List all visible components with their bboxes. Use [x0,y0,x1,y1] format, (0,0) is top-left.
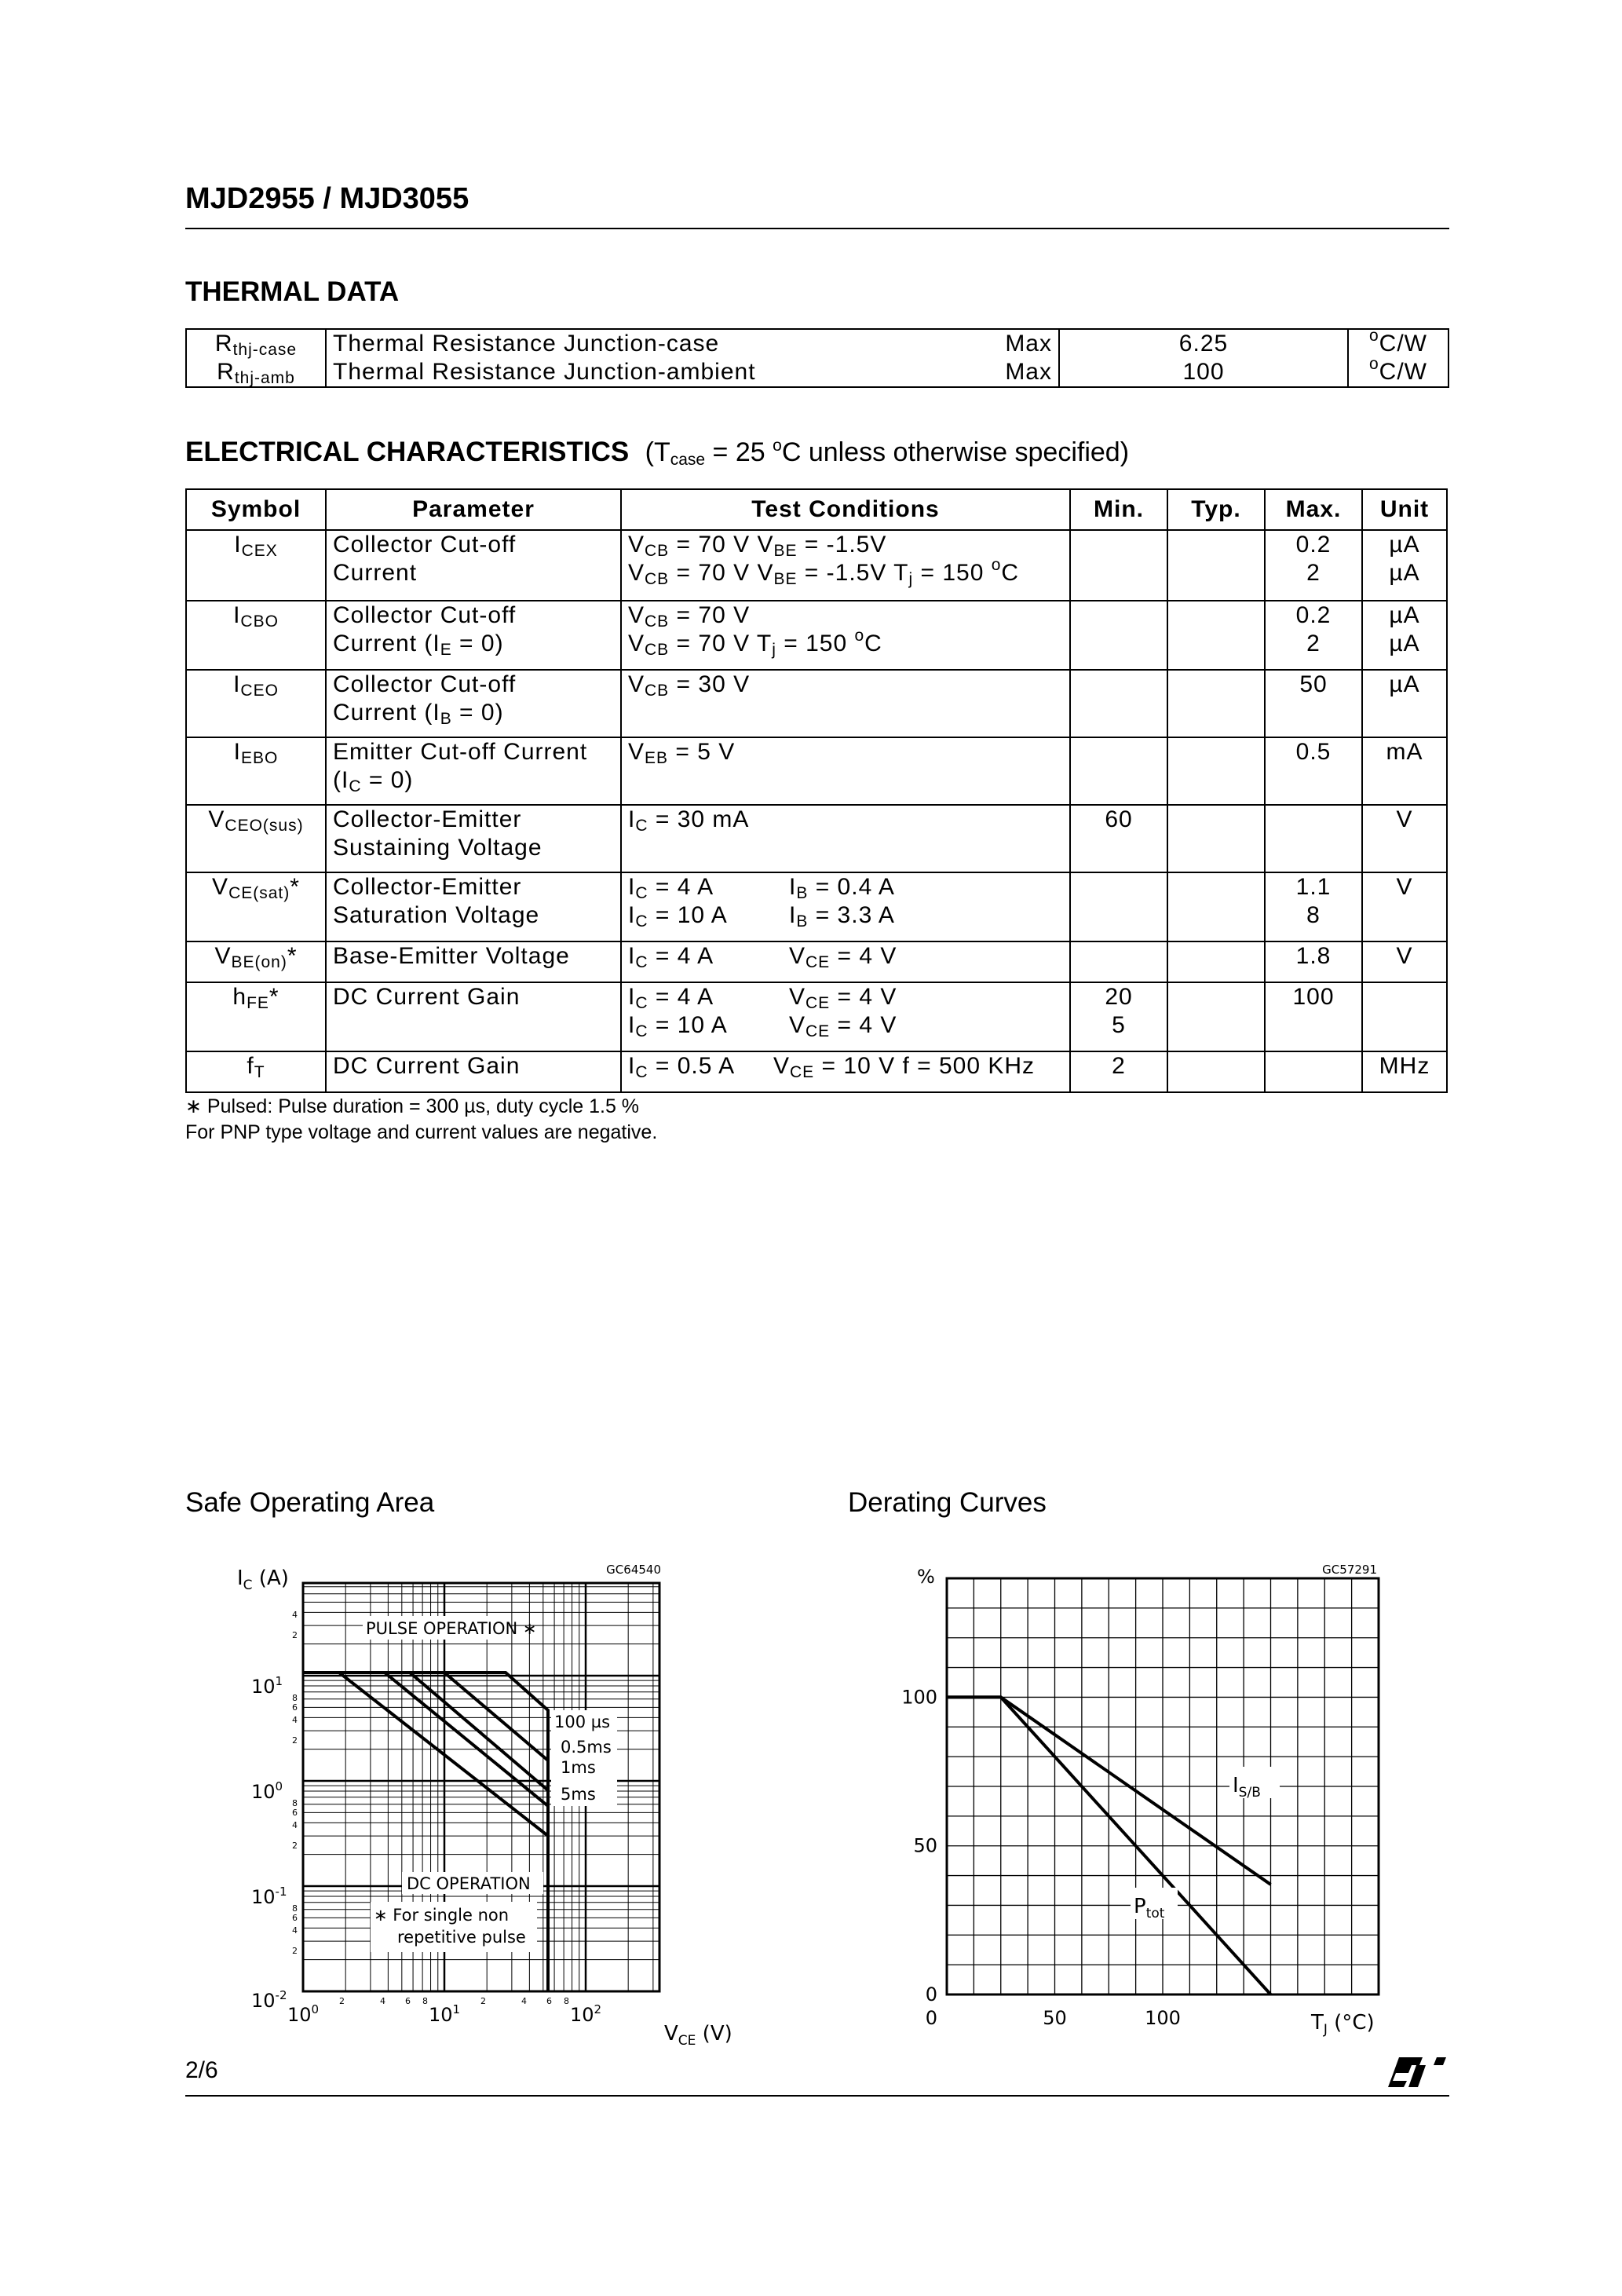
x-minor-label: 8 [422,1996,428,2006]
unit-cell: mA [1362,737,1447,805]
unit-cell: V [1362,872,1447,941]
test-cell: $I_C = 4$ A $V_{CE} = 4$ V [621,941,1070,982]
thermal-value: 100 [1182,359,1225,385]
min-cell: 2 [1070,1051,1167,1092]
parameter-cell: Collector-Emitter Saturation Voltage [326,872,621,941]
elec-condition: ($T_{case} = 25$ $^o$C unless otherwise specified) [645,437,1130,469]
ptot-label: $P_{tot}$ [1134,1895,1165,1921]
table-header-row [186,489,1447,530]
symbol-cell: $f_T$ [186,1051,326,1092]
col-unit: Unit [1362,489,1447,530]
col-symbol: Symbol [186,489,326,530]
y-minor-label: 2 [292,1841,298,1851]
derating-chart [887,1555,1405,2057]
unit-cell: V [1362,805,1447,872]
symbol-cell: $I_{CEO}$ [186,670,326,737]
y-minor-label: 8 [292,1903,298,1914]
x-minor-label: 6 [405,1996,411,2006]
thermal-param-cell [326,329,991,387]
test-cell: $I_C = 4$ A $I_B = 0.4$ A $I_C = 10$ A $I_B = 3.3$ A [621,872,1070,941]
col-min: Min. [1070,489,1167,530]
y-minor-label: 4 [292,1925,298,1936]
y-minor-label: 2 [292,1630,298,1640]
thermal-max-label: Max [1005,331,1052,356]
unit-degree: o [1368,327,1379,345]
curve-label-5ms: 5ms [561,1785,596,1804]
derating-caption: Derating Curves [848,1487,1047,1518]
min-cell: 60 [1070,805,1167,872]
thermal-unit: C/W [1379,359,1427,385]
y-minor-label: 6 [292,1913,298,1923]
table-row [186,601,1447,670]
derating-ytick-label: 0 [925,1983,937,2005]
thermal-symbol-sub: thj-case [232,341,298,359]
max-cell: 0.5 [1265,737,1362,805]
isb-label: $I_{S/B}$ [1233,1774,1261,1801]
thermal-table [185,328,1449,388]
soa-code: GC64540 [606,1563,661,1577]
derating-xlabel: $T_J$ (°C) [1311,2011,1375,2038]
table-row [186,941,1447,982]
elec-heading [185,437,1129,468]
parameter-cell: DC Current Gain [326,982,621,1051]
unit-cell: MHz [1362,1051,1447,1092]
min-cell [1070,737,1167,805]
curve-label-100us: 100 µs [554,1713,611,1731]
st-logo-icon [1388,2054,1451,2090]
pnp-note: For PNP type voltage and current values are negative. [185,1121,658,1143]
test-cell: $V_{CB} = 30$ V [621,670,1070,737]
derating-ticks [901,1686,1181,2029]
parameter-cell: Base-Emitter Voltage [326,941,621,982]
min-cell [1070,670,1167,737]
derating-origin-label: 0 [925,2007,937,2029]
soa-ylabel: $I_C$ (A) [237,1567,289,1593]
derating-ytick-label: 100 [901,1686,937,1709]
parameter-cell: Collector Cut-off Current $(I_E = 0)$ [326,601,621,670]
col-max: Max. [1265,489,1362,530]
table-row [186,329,1448,387]
x-minor-label: 2 [339,1996,345,2006]
thermal-param: Thermal Resistance Junction-case [333,331,720,356]
col-typ: Typ. [1167,489,1265,530]
typ-cell [1167,737,1265,805]
dc-operation-label: DC OPERATION [407,1874,531,1893]
table-row [186,670,1447,737]
thermal-max-label-cell [991,329,1059,387]
x-minor-label: 2 [480,1996,486,2006]
test-cell: $I_C = 30$ mA [621,805,1070,872]
thermal-max-label: Max [1005,359,1052,385]
y-minor-label: 8 [292,1798,298,1808]
page-number: 2/6 [185,2057,218,2083]
x-minor-label: 4 [521,1996,527,2006]
symbol-cell: $h_{FE}*$ [186,982,326,1051]
y-minor-label: 4 [292,1820,298,1830]
thermal-title: THERMAL DATA [185,276,400,307]
y-minor-label: 6 [292,1808,298,1818]
x-decade-label: $10^0$ [287,2002,320,2026]
max-cell: 0.2 2 [1265,530,1362,601]
min-cell [1070,941,1167,982]
max-cell: 1.1 8 [1265,872,1362,941]
min-cell [1070,530,1167,601]
y-minor-label: 2 [292,1946,298,1956]
y-minor-label: 4 [292,1610,298,1620]
test-cell: $V_{EB} = 5$ V [621,737,1070,805]
test-cell: $V_{CB} = 70$ V $V_{CB} = 70$ V $T_j = 150$ $^o$C [621,601,1070,670]
y-decade-label: $10^0$ [251,1779,283,1803]
col-parameter: Parameter [326,489,621,530]
typ-cell [1167,530,1265,601]
soa-curve-dc [303,1673,548,1836]
soa-xlabel: $V_{CE}$ (V) [664,2022,732,2049]
y-minor-label: 4 [292,1715,298,1725]
typ-cell [1167,601,1265,670]
curve-label-05ms: 0.5ms [561,1738,612,1757]
derating-ytick-label: 50 [913,1834,937,1857]
unit-cell: µA [1362,670,1447,737]
table-row [186,872,1447,941]
thermal-value-cell [1059,329,1348,387]
symbol-cell: $I_{EBO}$ [186,737,326,805]
derating-code: GC57291 [1322,1563,1377,1577]
test-cell: $I_C = 0.5$ A $V_{CE} = 10$ V f = 500 KHz [621,1051,1070,1092]
typ-cell [1167,1051,1265,1092]
typ-cell [1167,805,1265,872]
electrical-table [185,488,1448,1093]
y-decade-label: $10^{-1}$ [251,1885,287,1908]
y-minor-label: 6 [292,1702,298,1713]
symbol-cell: $V_{BE(on)}*$ [186,941,326,982]
typ-cell [1167,982,1265,1051]
parameter-cell: Emitter Cut-off Current $(I_C = 0)$ [326,737,621,805]
max-cell: 50 [1265,670,1362,737]
table-row [186,530,1447,601]
table-row [186,737,1447,805]
x-decade-label: $10^1$ [429,2002,461,2026]
pulse-note: ∗ Pulsed: Pulse duration = 300 µs, duty cycle 1.5 % [185,1095,640,1117]
test-cell: $V_{CB} = 70$ V $V_{BE} = -1.5V$ $V_{CB} = 70$ V $V_{BE} = -1.5V$ $T_j = 150$ $^o$C [621,530,1070,601]
symbol-cell: $I_{CEX}$ [186,530,326,601]
max-cell: 100 [1265,982,1362,1051]
test-cell: $I_C = 4$ A $V_{CE} = 4$ V $I_C = 10$ A $V_{CE} = 4$ V [621,982,1070,1051]
thermal-symbol-cell [186,329,326,387]
y-decade-label: $10^{-2}$ [251,1988,287,2012]
derating-ylabel: % [917,1566,935,1588]
parameter-cell: Collector Cut-off Current [326,530,621,601]
single-pulse-note: ∗ For single non [374,1906,510,1925]
table-row [186,1051,1447,1092]
parameter-cell: Collector-Emitter Sustaining Voltage [326,805,621,872]
typ-cell [1167,941,1265,982]
single-pulse-note-2: repetitive pulse [397,1928,526,1947]
thermal-symbol-sub: thj-amb [234,369,295,387]
unit-degree: o [1368,355,1379,373]
document-title: MJD2955 / MJD3055 [185,182,469,215]
thermal-symbol: R [214,331,233,356]
unit-cell: µA µA [1362,601,1447,670]
unit-cell: V [1362,941,1447,982]
max-cell: 0.2 2 [1265,601,1362,670]
x-decade-label: $10^2$ [570,2002,602,2026]
derating-xtick-label: 100 [1145,2007,1181,2029]
max-cell [1265,1051,1362,1092]
derating-xtick-label: 50 [1043,2007,1067,2029]
y-minor-label: 8 [292,1693,298,1703]
pulse-operation-label: PULSE OPERATION ∗ [366,1619,537,1638]
y-decade-label: $10^1$ [251,1674,283,1698]
thermal-value: 6.25 [1178,331,1229,356]
min-cell [1070,872,1167,941]
thermal-unit: C/W [1379,331,1427,356]
table-row [186,982,1447,1051]
max-cell: 1.8 [1265,941,1362,982]
parameter-cell: DC Current Gain [326,1051,621,1092]
parameter-cell: Collector Cut-off Current $(I_B = 0)$ [326,670,621,737]
min-cell [1070,601,1167,670]
min-cell: 20 5 [1070,982,1167,1051]
y-minor-label: 2 [292,1735,298,1746]
x-minor-label: 6 [546,1996,552,2006]
col-test-conditions: Test Conditions [621,489,1070,530]
soa-chart [228,1555,762,2057]
symbol-cell: $V_{CEO(sus)}$ [186,805,326,872]
elec-title: ELECTRICAL CHARACTERISTICS [185,437,630,467]
unit-cell [1362,982,1447,1051]
typ-cell [1167,872,1265,941]
thermal-param: Thermal Resistance Junction-ambient [333,359,756,385]
unit-cell: µA µA [1362,530,1447,601]
soa-caption: Safe Operating Area [185,1487,435,1518]
x-minor-label: 8 [564,1996,569,2006]
footer-rule [185,2095,1449,2097]
symbol-cell: $V_{CE(sat)}*$ [186,872,326,941]
header-rule [185,228,1449,229]
thermal-symbol: R [217,359,235,385]
x-minor-label: 4 [380,1996,385,2006]
curve-label-1ms: 1ms [561,1758,596,1777]
thermal-unit-cell [1348,329,1448,387]
max-cell [1265,805,1362,872]
symbol-cell: $I_{CBO}$ [186,601,326,670]
table-row [186,805,1447,872]
derating-grid [947,1578,1379,1994]
typ-cell [1167,670,1265,737]
